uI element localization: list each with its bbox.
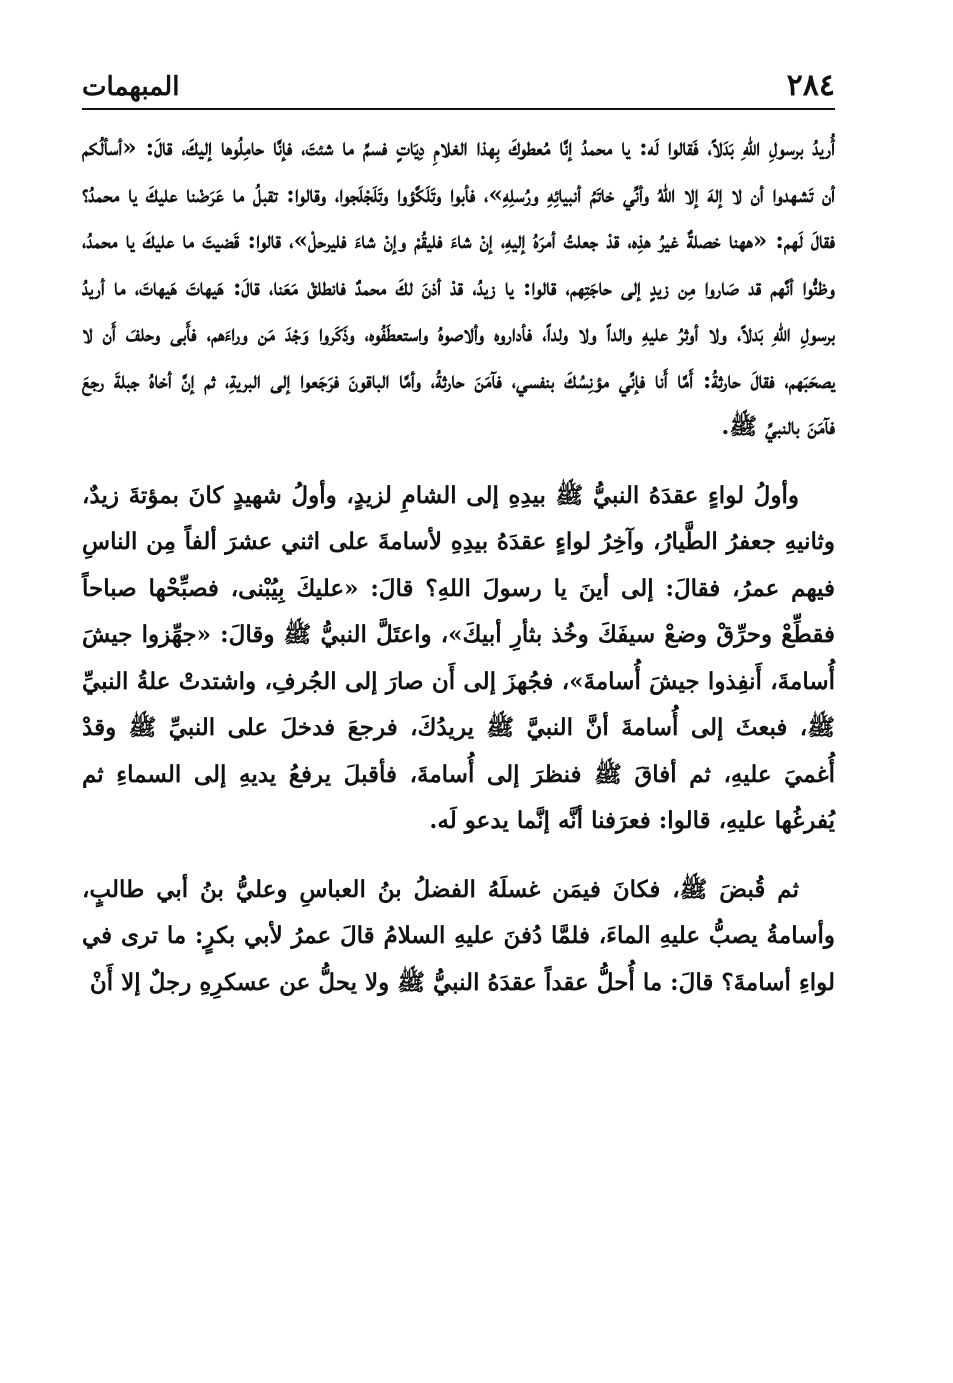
page-header [82, 66, 835, 110]
paragraph-1: أُريدُ برسولِ اللهِ بَدَلاً، فَقالوا لَه: يا محمدُ إنَّا مُعطوكَ بِهذا الغلامِ دِيَاتٍ فسمِّ ما شئتَ، فإنَّا حامِلُوها إليكَ، قالَ: «أسألُكم أن تَشهدوا أن لا إلهَ إلا اللهُ وأنِّي خاتَمُ أنبيائِهِ ورُسلِهِ»، فأبوا وتَلَكَّؤوا وتَلَجْلَجوا، وقالوا: تقبلُ ما عَرَضْنا عليكَ يا محمدُ؟ فقالَ لَهم: «ههنا خصلةٌ غيرُ هذِه، قدْ جعلتُ أمرَهُ إليهِ، إنْ شاءَ فليقُمْ وإنْ شاءَ فليرحلْ»، قالوا: قَضيتَ ما عليكَ يا محمدُ، وظنُّوا أنَّهم قد صَاروا مِن زيدٍ إلى حاجَتِهم، قالوا: يا زيدُ، قدْ أذنَ لكَ محمدٌ فانطلقْ مَعَنا، قالَ: هَيهاتَ هَيهاتَ، ما أريدُ برسولِ اللهِ بَدلاً، ولا أوثرُ عليهِ والداً ولا ولداً، فأداروه وألاصوهُ واستعطَفُوه، وذَكَروا وَجْدَ مَن وراءَهم، فأَبى وحلفَ أَن لا يصحَبَهم، فقالَ حارثةُ: أَمَّا أَنا فإنِّي مؤنِسُكَ بنفسي، فآمَنَ حارثةُ، وأمَّا الباقونَ فرَجَعوا إلى البريةِ، ثم إنَّ أخاهُ جبلةَ رجعَ فآمَنَ بالنبيِّ ﷺ. [82, 134, 836, 440]
header-rule [82, 108, 835, 110]
body-text [82, 125, 835, 1006]
paragraph-2: وأولُ لواءٍ عقدَهُ النبيُّ ﷺ بيدِهِ إلى الشامِ لزيدٍ، وأولُ شهيدٍ كانَ بمؤتةَ زيدٌ، وثانيهِ جعفرُ الطَّيارُ، وآخِرُ لواءٍ عقدَهُ بيدِهِ لأسامةَ على اثني عشرَ ألفاً مِن الناسِ فيهم عمرُ، فقالَ: إلى أينَ يا رسولَ اللهِ؟ قالَ: «عليكَ بِيُبْنى، فصبِّحْها صباحاً فقطِّعْ وحرِّقْ وضعْ سيفَكَ وخُذ بثأرِ أبيكَ»، واعتَلَّ النبيُّ ﷺ وقالَ: «جهِّزوا جيشَ أُسامةَ، أَنفِذوا جيشَ أُسامةَ»، فجُهزَ إلى أَن صارَ إلى الجُرفِ، واشتدتْ علةُ النبيِّ ﷺ، فبعثَ إلى أُسامةَ أنَّ النبيَّ ﷺ يريدُكَ، فرجعَ فدخلَ على النبيِّ ﷺ وقدْ أُغميَ عليهِ، ثم أفاقَ ﷺ فنظرَ إلى أُسامةَ، فأقبلَ يرفعُ يديهِ إلى السماءِ ثم يُفرغُها عليهِ، قالوا: فعرَفنا أنَّه إنَّما يدعو لَه. [82, 481, 835, 834]
running-title: المبهمات [82, 72, 180, 102]
paragraph-3: ثم قُبضَ ﷺ، فكانَ فيمَن غسلَهُ الفضلُ بنُ العباسِ وعليُّ بنُ أبي طالبٍ، وأسامةُ يصبُّ عليهِ الماءَ، فلمَّا دُفنَ عليهِ السلامُ قالَ عمرُ لأبي بكرٍ: ما ترى في لواءِ أسامةَ؟ قالَ: ما أُحلُّ عقداً عقدَهُ النبيُّ ﷺ ولا يحلُّ عن عسكرِهِ رجلٌ إلا أَنْ [82, 875, 835, 996]
page-number: ٢٨٤ [786, 68, 835, 103]
